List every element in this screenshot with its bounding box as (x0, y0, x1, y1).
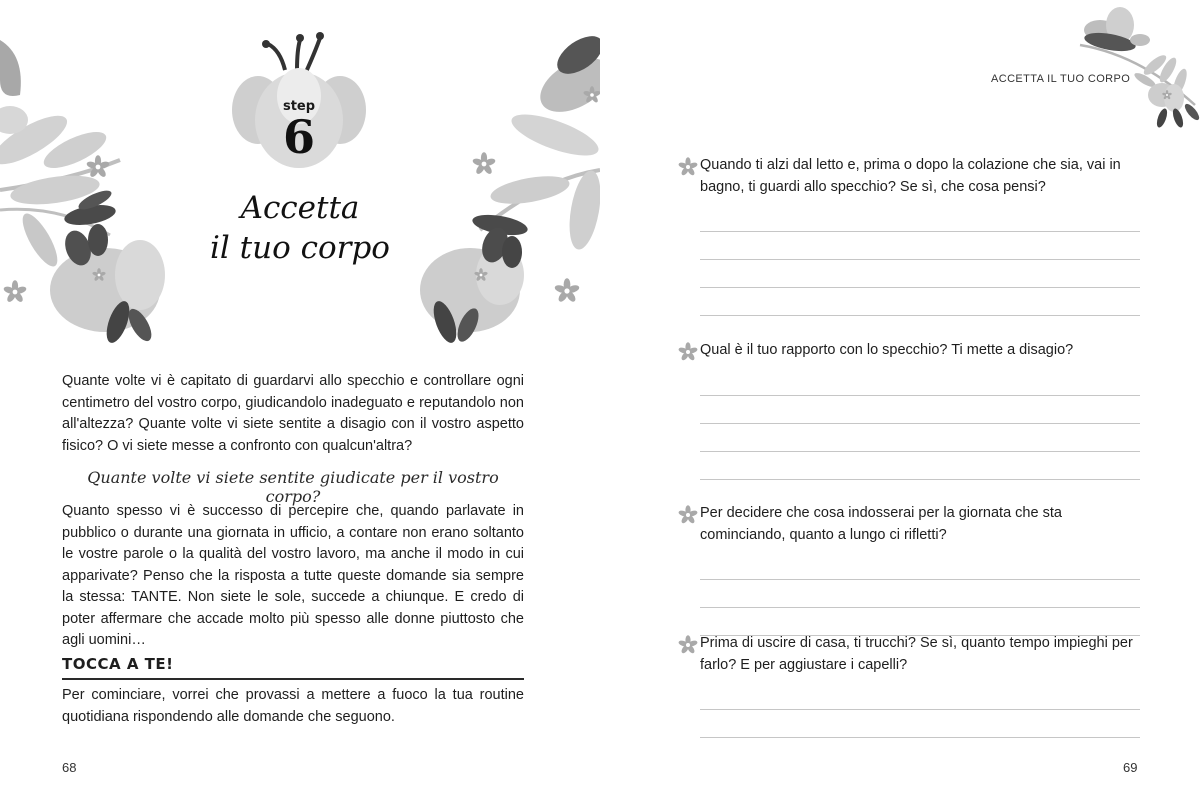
corner-floral-illustration (600, 0, 1200, 140)
body-paragraph: Quanto spesso vi è successo di percepire che, quando parlavate in pubblico o durante una giornata in ufficio, a contare non erano soltanto le vostre parole o la qualità del vostro lavoro, ma anche il modo in cui apparivate? Penso che la risposta a tutte queste domande sia sempre la stessa: TANTE. Non siete le sole, succede a chiunque. E credo di poter affermare che accade molto più spesso alle donne piuttosto che agli uomini… (62, 503, 524, 648)
page-number: 69 (1123, 760, 1138, 775)
question-block (678, 340, 1140, 480)
answer-line[interactable] (700, 552, 1140, 580)
answer-line[interactable] (700, 580, 1140, 608)
answer-lines (700, 552, 1140, 636)
question-text: Qual è il tuo rapporto con lo specchio? Ti mette a disagio? (700, 342, 1074, 358)
question-block (678, 503, 1140, 636)
page-number: 68 (62, 760, 77, 775)
answer-line[interactable] (700, 288, 1140, 316)
intro-paragraph: Quante volte vi è capitato di guardarvi allo specchio e controllare ogni centimetro del vostro corpo, giudicandolo inadeguato e reputandolo non all'altezza? Quante volte vi siete sentite a disagio con il vostro aspetto fisico? O vi siete messe a confronto con qualcun'altra? (62, 373, 524, 454)
answer-line[interactable] (700, 204, 1140, 232)
closing-paragraph: Per cominciare, vorrei che provassi a mettere a fuoco la tua routine quotidiana rispondendo alle domande che seguono. (62, 687, 524, 725)
question-block (678, 633, 1140, 738)
left-floral-branch-icon (0, 40, 165, 346)
corner-floral-branch-icon (1080, 7, 1200, 129)
floral-illustration (0, 0, 600, 360)
answer-line[interactable] (700, 232, 1140, 260)
answer-lines (700, 682, 1140, 738)
flower-star-icon (678, 635, 698, 655)
answer-line[interactable] (700, 396, 1140, 424)
step-label: step (282, 99, 316, 114)
running-header: ACCETTA IL TUO CORPO (991, 73, 1131, 85)
answer-line[interactable] (700, 368, 1140, 396)
answer-line[interactable] (700, 682, 1140, 710)
question-text: Per decidere che cosa indosserai per la giornata che sta cominciando, quanto a lungo ci rifletti? (700, 505, 1062, 543)
flower-star-icon (678, 505, 698, 525)
highlight-quote: Quante volte vi siete sentite giudicate per il vostro corpo? (87, 468, 499, 506)
chapter-title-line: il tuo corpo (210, 230, 390, 266)
answer-lines (700, 368, 1140, 480)
right-page (600, 0, 1200, 810)
section-divider (62, 678, 524, 680)
answer-line[interactable] (700, 608, 1140, 636)
step-number: 6 (282, 110, 315, 164)
section-heading: TOCCA A TE! (62, 655, 174, 673)
flower-star-icon (678, 157, 698, 177)
answer-line[interactable] (700, 710, 1140, 738)
answer-line[interactable] (700, 452, 1140, 480)
question-text: Quando ti alzi dal letto e, prima o dopo la colazione che sia, vai in bagno, ti guardi allo specchio? Se sì, che cosa pensi? (700, 157, 1121, 195)
answer-line[interactable] (700, 424, 1140, 452)
chapter-title-line: Accetta (240, 190, 360, 226)
question-block (678, 155, 1140, 316)
answer-line[interactable] (700, 260, 1140, 288)
question-text: Prima di uscire di casa, ti trucchi? Se sì, quanto tempo impieghi per farlo? E per aggiustare i capelli? (700, 635, 1133, 673)
flower-star-icon (678, 342, 698, 362)
chapter-title (150, 188, 450, 268)
answer-lines (700, 204, 1140, 316)
